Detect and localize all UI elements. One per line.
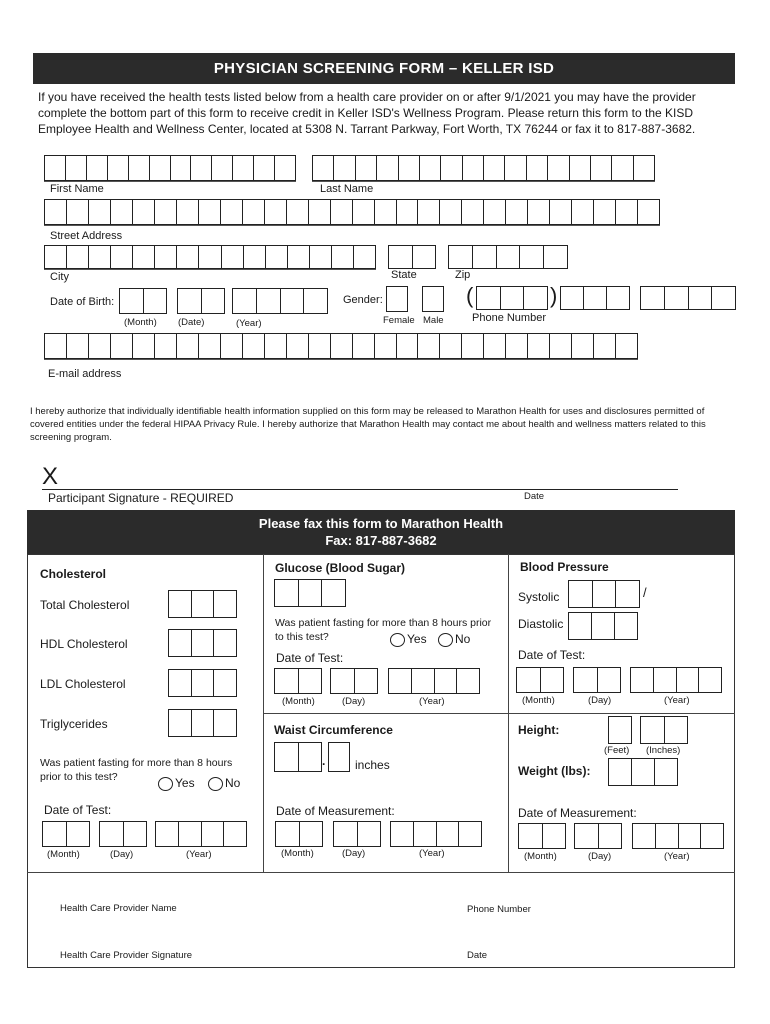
city-label: City [50,271,69,283]
first-name-input[interactable] [44,155,296,181]
waist-year-label: (Year) [419,848,445,859]
waist-decimal-point: . [322,754,326,768]
dob-month-label: (Month) [124,317,157,328]
height-day-label: (Day) [588,851,612,862]
hdl-cholesterol-label: HDL Cholesterol [40,637,128,651]
bp-date-label: Date of Test: [518,648,586,662]
waist-day-label: (Day) [342,848,366,859]
cholesterol-fasting-no[interactable]: No [208,776,240,791]
bp-year-input[interactable] [630,667,722,693]
cholesterol-day-input[interactable] [99,821,147,847]
cholesterol-title: Cholesterol [40,567,107,581]
glucose-month-label: (Month) [282,696,315,707]
blood-pressure-title: Blood Pressure [520,560,609,574]
height-inches-input[interactable] [640,716,688,744]
glucose-fasting-question: Was patient fasting for more than 8 hours prior to this test? [275,617,492,643]
provider-phone-label: Phone Number [467,904,531,915]
street-address-input[interactable] [44,199,660,225]
first-name-label: First Name [50,183,104,195]
radio-icon [390,633,405,647]
provider-name-label: Health Care Provider Name [60,903,177,914]
male-label: Male [423,315,444,326]
signature-line[interactable] [42,489,678,490]
phone-close-paren: ) [550,283,558,308]
signature-label: Participant Signature - REQUIRED [48,491,234,505]
phone-line-input[interactable] [640,286,736,310]
zip-input[interactable] [448,245,568,269]
dob-date-input[interactable] [177,288,225,314]
glucose-title: Glucose (Blood Sugar) [275,561,406,575]
waist-day-input[interactable] [333,821,381,847]
total-cholesterol-input[interactable] [168,590,237,618]
phone-prefix-input[interactable] [560,286,630,310]
fax-line-2: Fax: 817-887-3682 [325,533,437,548]
fax-banner [27,510,735,554]
diastolic-input[interactable] [568,612,638,640]
dob-label: Date of Birth: [50,296,115,308]
glucose-day-input[interactable] [330,668,378,694]
glucose-day-label: (Day) [342,696,366,707]
signature-x-mark: X [42,463,59,490]
waist-month-input[interactable] [275,821,323,847]
gender-label: Gender: [343,294,383,306]
waist-inches-label: inches [355,758,390,772]
provider-date-label: Date [467,950,488,961]
dob-year-label: (Year) [236,318,262,329]
cholesterol-month-label: (Month) [47,849,80,860]
waist-month-label: (Month) [281,848,314,859]
glucose-year-label: (Year) [419,696,445,707]
bp-day-input[interactable] [573,667,621,693]
phone-label: Phone Number [472,312,546,324]
cholesterol-date-label: Date of Test: [44,803,112,817]
height-title: Height: [518,723,560,737]
weight-input[interactable] [608,758,678,786]
intro-text: If you have received the health tests listed below from a health care provider on or after 9/1/2021 you may have the provider complete the bottom part of this form to receive credit in Keller ISD's Wellness Program. Please return this form to the KISD Employee Health and Wellness Center, located at 5308 N. Tarrant Parkway, Fort Worth, TX 76244 or fax it to 817-887-3682. [38,90,696,136]
height-feet-input[interactable] [608,716,632,744]
hdl-cholesterol-input[interactable] [168,629,237,657]
waist-whole-input[interactable] [274,742,322,772]
bp-month-label: (Month) [522,695,555,706]
fax-line-1: Please fax this form to Marathon Health [258,516,504,531]
ldl-cholesterol-input[interactable] [168,669,237,697]
weight-label: Weight (lbs): [518,764,591,778]
waist-title: Waist Circumference [274,723,393,737]
zip-label: Zip [455,269,471,281]
phone-open-paren: ( [466,283,474,308]
height-year-label: (Year) [664,851,690,862]
form-title: PHYSICIAN SCREENING FORM – KELLER ISD [33,53,735,84]
state-label: State [391,269,417,281]
radio-icon [438,633,453,647]
cholesterol-fasting-question: Was patient fasting for more than 8 hours prior to this test? [40,757,233,783]
waist-date-label: Date of Measurement: [276,804,395,818]
cholesterol-month-input[interactable] [42,821,90,847]
gender-female-box[interactable] [386,286,408,312]
glucose-date-label: Date of Test: [276,651,344,665]
provider-signature-label: Health Care Provider Signature [60,950,193,961]
glucose-year-input[interactable] [388,668,480,694]
last-name-label: Last Name [320,183,374,195]
city-input[interactable] [44,245,376,269]
dob-year-input[interactable] [232,288,328,314]
bp-slash: / [643,585,647,600]
street-address-label: Street Address [50,230,123,242]
height-month-input[interactable] [518,823,566,849]
last-name-input[interactable] [312,155,655,181]
dob-month-input[interactable] [119,288,167,314]
systolic-input[interactable] [568,580,640,608]
cholesterol-year-label: (Year) [186,849,212,860]
glucose-month-input[interactable] [274,668,322,694]
gender-male-box[interactable] [422,286,444,312]
height-month-label: (Month) [524,851,557,862]
total-cholesterol-label: Total Cholesterol [40,598,130,612]
height-date-label: Date of Measurement: [518,806,637,820]
glucose-fasting-yes[interactable]: Yes [390,632,427,647]
waist-year-input[interactable] [390,821,482,847]
height-feet-label: (Feet) [604,745,630,756]
triglycerides-label: Triglycerides [40,717,108,731]
systolic-label: Systolic [518,590,560,604]
radio-icon [208,777,223,791]
cholesterol-year-input[interactable] [155,821,247,847]
triglycerides-input[interactable] [168,709,237,737]
bp-day-label: (Day) [588,695,612,706]
female-label: Female [383,315,415,326]
email-label: E-mail address [48,368,122,380]
height-day-input[interactable] [574,823,622,849]
diastolic-label: Diastolic [518,617,564,631]
dob-date-label: (Date) [178,317,205,328]
glucose-fasting-no[interactable]: No [438,632,470,647]
ldl-cholesterol-label: LDL Cholesterol [40,677,126,691]
email-input[interactable] [44,333,638,359]
state-input[interactable] [388,245,436,269]
cholesterol-day-label: (Day) [110,849,134,860]
height-inches-label: (Inches) [646,745,681,756]
signature-date-label: Date [524,491,545,502]
phone-area-code-input[interactable] [476,286,548,310]
glucose-input[interactable] [274,579,346,607]
waist-decimal-input[interactable] [328,742,350,772]
hipaa-authorization: I hereby authorize that individually identifiable health information supplied on this form may be released to Marathon Health for uses and disclosures permitted of covered entities under the federal HIPAA Privacy Rule. I hereby authorize that Marathon Health may contact me about health and wellness matters related to this screening program. [30,406,706,443]
bp-year-label: (Year) [664,695,690,706]
cholesterol-fasting-yes[interactable]: Yes [158,776,195,791]
radio-icon [158,777,173,791]
height-year-input[interactable] [632,823,724,849]
bp-month-input[interactable] [516,667,564,693]
